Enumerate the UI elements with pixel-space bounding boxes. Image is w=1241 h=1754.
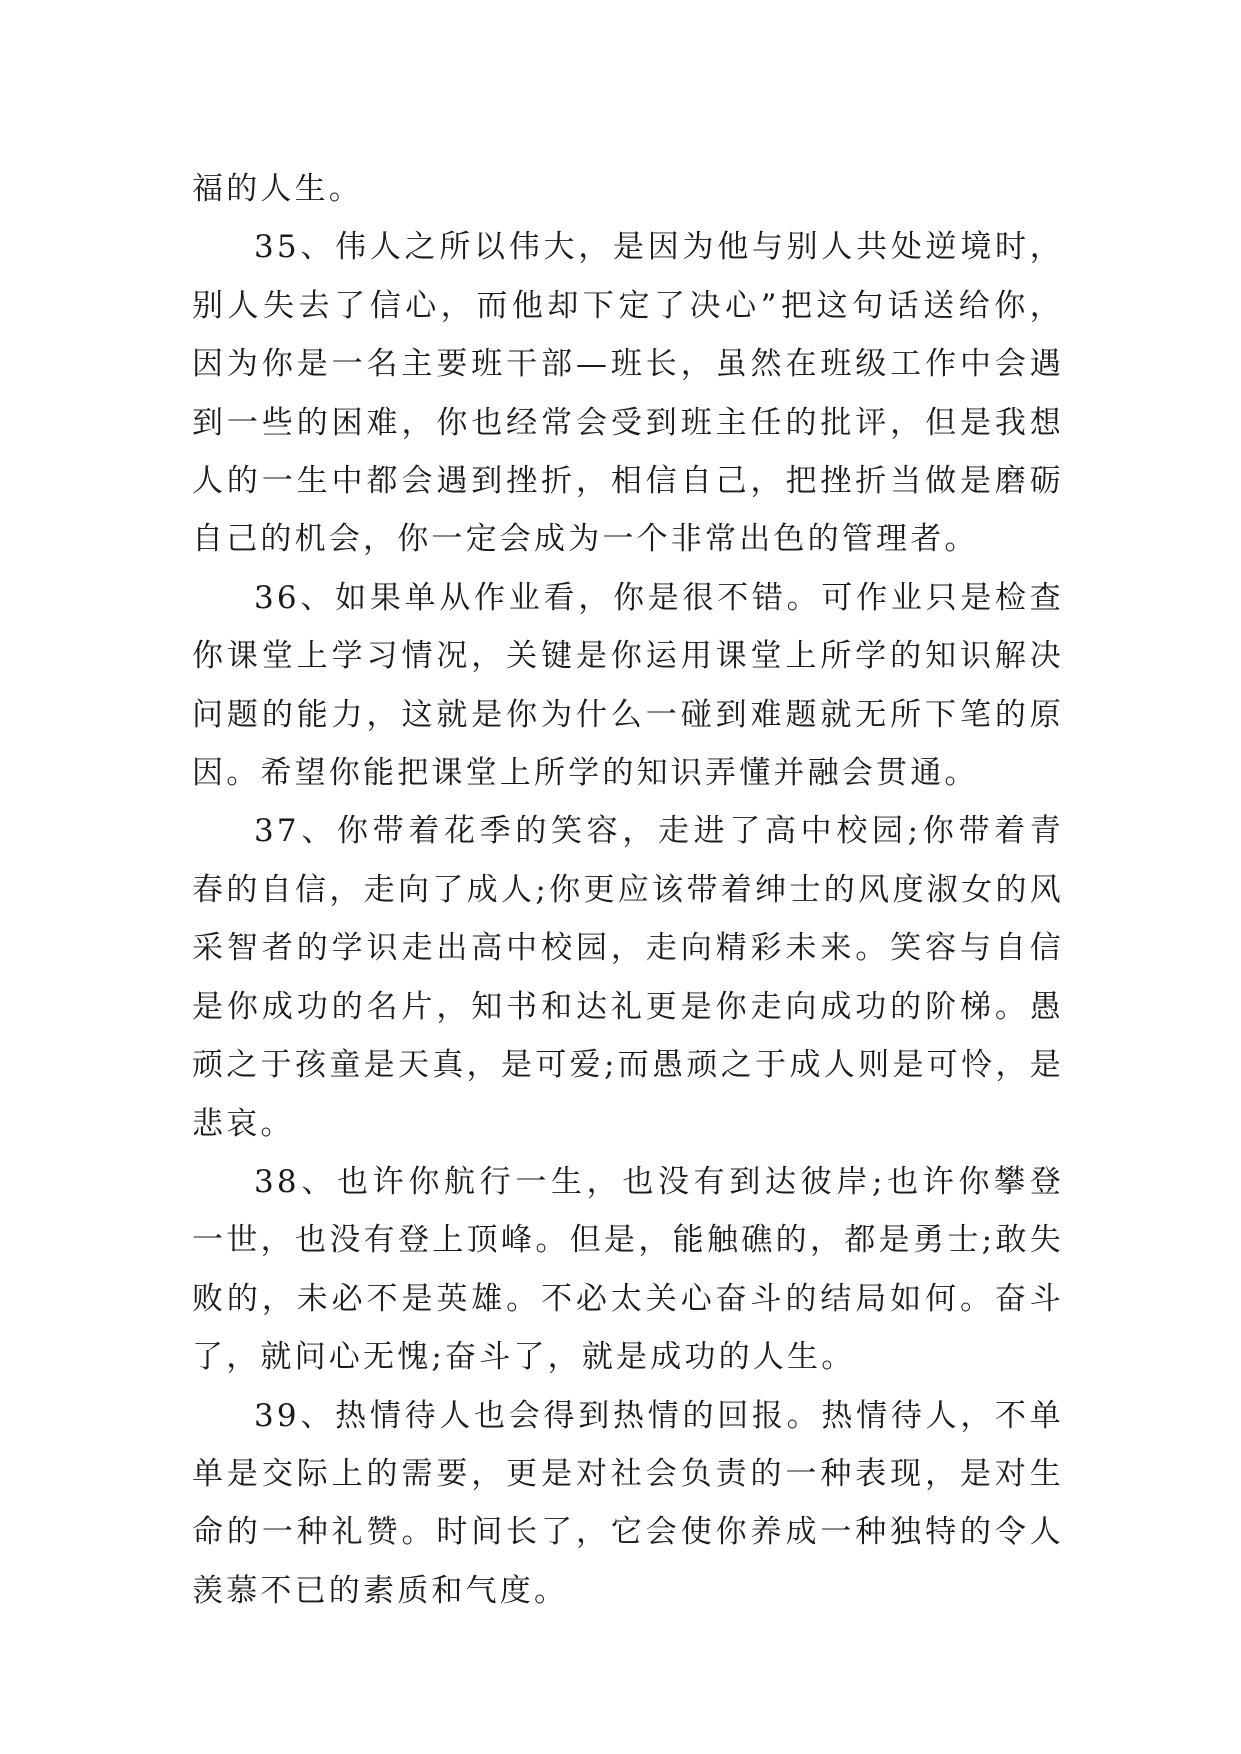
paragraph-37: 37、你带着花季的笑容，走进了高中校园;你带着青春的自信，走向了成人;你更应该带着绅士的风度淑女的风采智者的学识走出高中校园，走向精彩未来。笑容与自信是你成功的名片，知书和达礼更是你走向成功的阶梯。愚顽之于孩童是天真，是可爱;而愚顽之于成人则是可怜，是悲哀。 [192, 813, 1064, 1142]
paragraph-36: 36、如果单从作业看，你是很不错。可作业只是检查你课堂上学习情况，关键是你运用课堂上所学的知识解决问题的能力，这就是你为什么一碰到难题就无所下笔的原因。希望你能把课堂上所学的知识弄懂并融会贯通。 [192, 579, 1064, 792]
document-body [192, 160, 1064, 1620]
paragraph-35: 35、伟人之所以伟大，是因为他与别人共处逆境时，别人失去了信心，而他却下定了决心”把这句话送给你，因为你是一名主要班干部—班长，虽然在班级工作中会遇到一些的困难，你也经常会受到班主任的批评，但是我想人的一生中都会遇到挫折，相信自己，把挫折当做是磨砺自己的机会，你一定会成为一个非常出色的管理者。 [192, 229, 1064, 558]
paragraph-continuation: 福的人生。 [192, 171, 363, 207]
paragraph-39: 39、热情待人也会得到热情的回报。热情待人，不单单是交际上的需要，更是对社会负责的一种表现，是对生命的一种礼赞。时间长了，它会使你养成一种独特的令人羡慕不已的素质和气度。 [192, 1397, 1064, 1609]
paragraph-38: 38、也许你航行一生，也没有到达彼岸;也许你攀登一世，也没有登上顶峰。但是，能触礁的，都是勇士;敢失败的，未必不是英雄。不必太关心奋斗的结局如何。奋斗了，就问心无愧;奋斗了，就是成功的人生。 [192, 1163, 1064, 1376]
